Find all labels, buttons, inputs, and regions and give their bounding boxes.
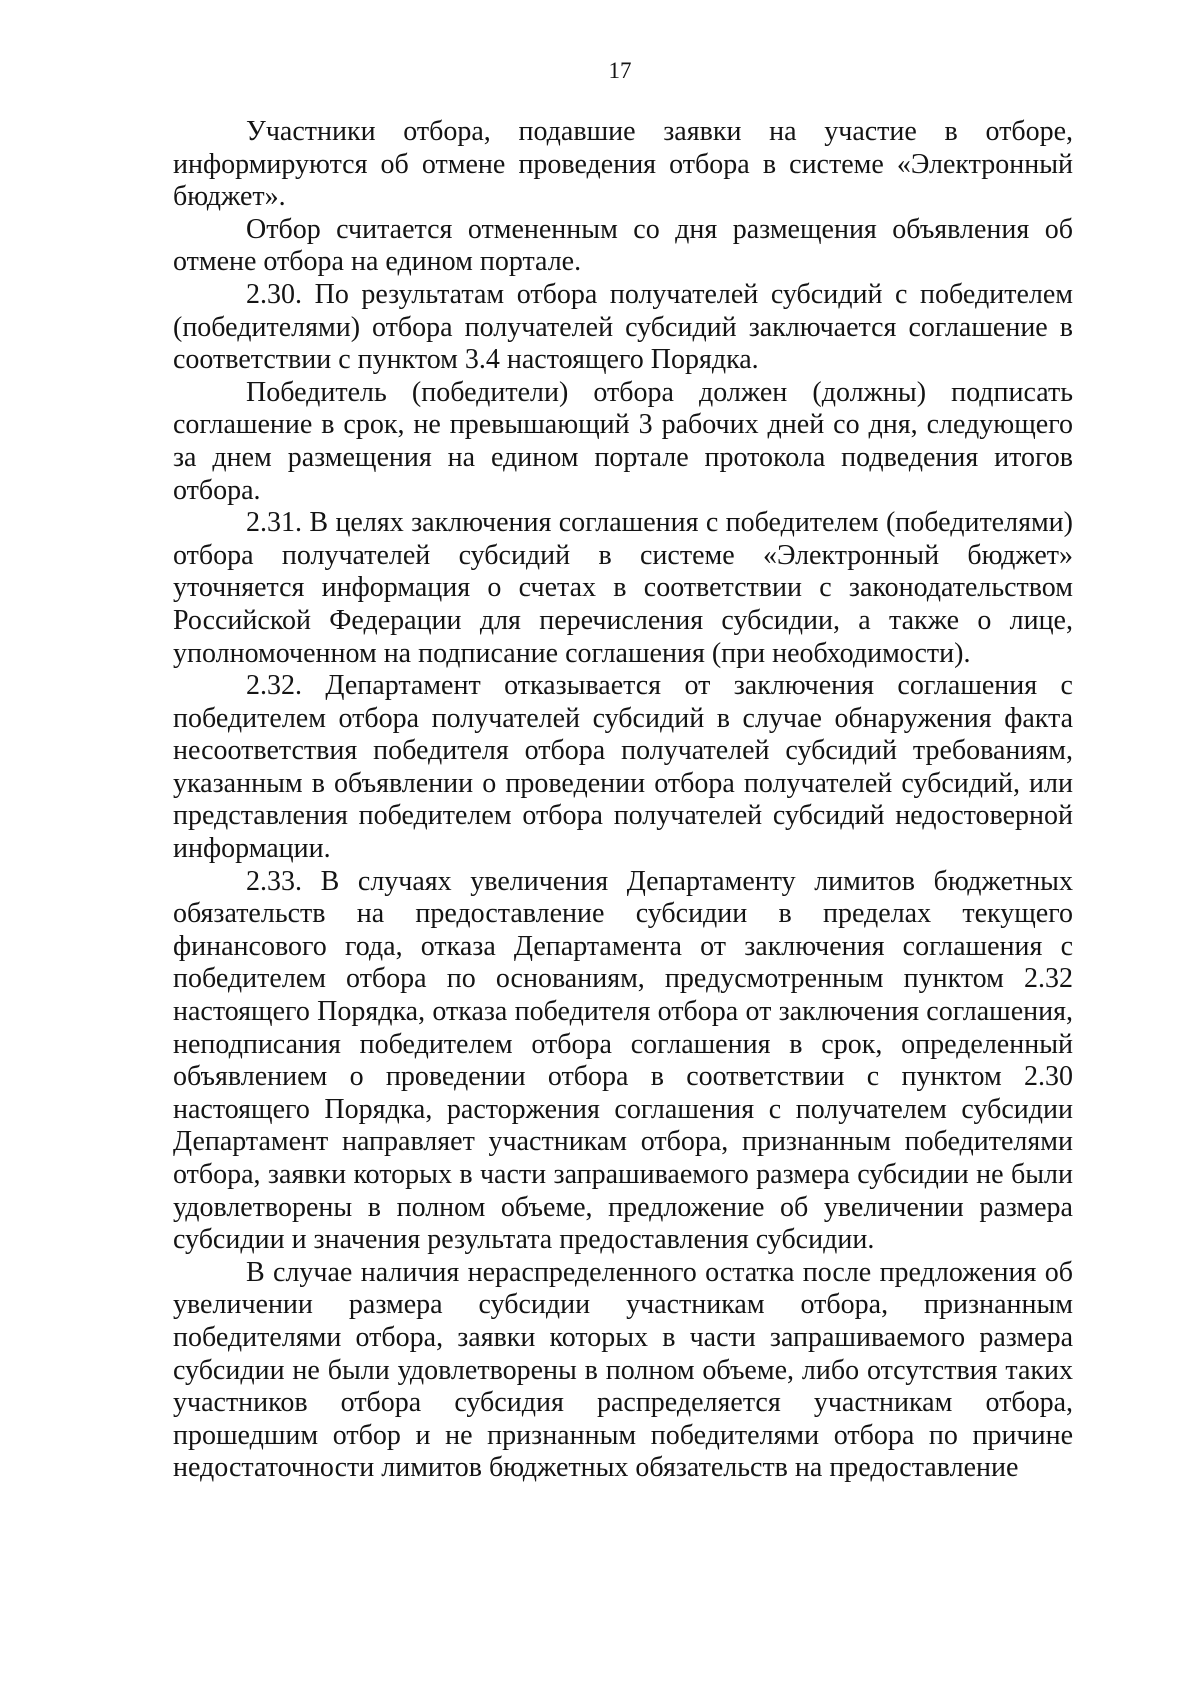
paragraph-signing-deadline: Победитель (победители) отбора должен (должны) подписать соглашение в срок, не превышающий 3 рабочих дней со дня, следующего за днем размещения на едином портале протокола подведения итогов отбора.	[173, 376, 1073, 506]
paragraph-2-32: 2.32. Департамент отказывается от заключения соглашения с победителем отбора получателей субсидий в случае обнаружения факта несоответствия победителя отбора получателей субсидий требованиям, указанным в объявлении о проведении отбора получателей субсидий, или представления победителем отбора получателей субсидий недостоверной информации.	[173, 670, 1073, 865]
paragraph-2-33: 2.33. В случаях увеличения Департаменту лимитов бюджетных обязательств на предоставление субсидии в пределах текущего финансового года, отказа Департамента от заключения соглашения с победителем отбора по основаниям, предусмотренным пунктом 2.32 настоящего Порядка, отказа победителя отбора от заключения соглашения, неподписания победителем отбора соглашения в срок, определенный объявлением о проведении отбора в соответствии с пунктом 2.30 настоящего Порядка, расторжения соглашения с получателем субсидии Департамент направляет участникам отбора, признанным победителями отбора, заявки которых в части запрашиваемого размера субсидии не были удовлетворены в полном объеме, предложение об увеличении размера субсидии и значения результата предоставления субсидии.	[173, 865, 1073, 1256]
paragraph-2-30: 2.30. По результатам отбора получателей субсидий с победителем (победителями) отбора получателей субсидий заключается соглашение в соответствии с пунктом 3.4 настоящего Порядка.	[173, 278, 1073, 376]
paragraph-cancellation-date: Отбор считается отмененным со дня размещения объявления об отмене отбора на едином портале.	[173, 213, 1073, 278]
page-number: 17	[608, 58, 632, 83]
paragraph-notice-of-cancellation: Участники отбора, подавшие заявки на участие в отборе, информируются об отмене проведения отбора в системе «Электронный бюджет».	[173, 116, 1073, 213]
paragraph-undistributed-balance: В случае наличия нераспределенного остатка после предложения об увеличении размера субсидии участникам отбора, признанным победителями отбора, заявки которых в части запрашиваемого размера субсидии не были удовлетворены в полном объеме, либо отсутствия таких участников отбора субсидия распределяется участникам отбора, прошедшим отбор и не признанным победителями отбора по причине недостаточности лимитов бюджетных обязательств на предоставление	[173, 1256, 1073, 1484]
paragraph-2-31: 2.31. В целях заключения соглашения с победителем (победителями) отбора получателей субсидий в системе «Электронный бюджет» уточняется информация о счетах в соответствии с законодательством Российской Федерации для перечисления субсидии, а также о лице, уполномоченном на подписание соглашения (при необходимости).	[173, 507, 1073, 669]
document-body	[173, 116, 1073, 1485]
